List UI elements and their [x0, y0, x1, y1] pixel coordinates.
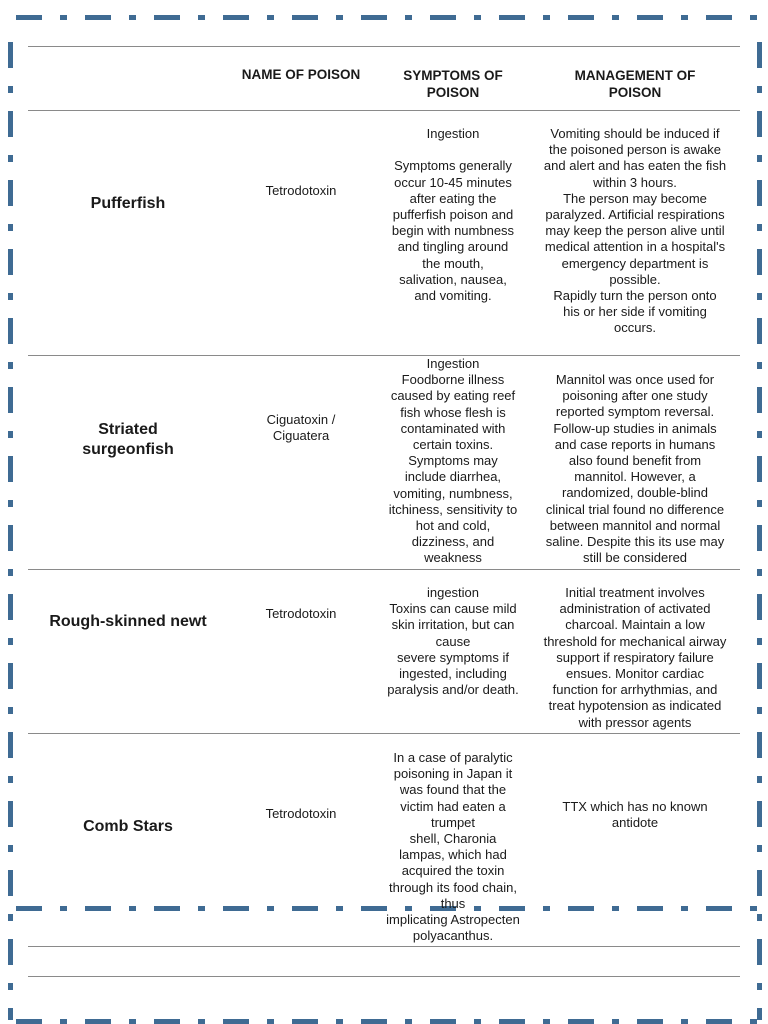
- border-dash-segment: [543, 15, 550, 20]
- border-dash-segment: [8, 845, 13, 852]
- border-dash-segment: [292, 1019, 318, 1024]
- border-dash-segment: [267, 15, 274, 20]
- border-dash-segment: [706, 906, 732, 911]
- border-dash-segment: [681, 15, 688, 20]
- poison-name: Tetrodotoxin: [265, 805, 337, 821]
- border-dash-segment: [757, 569, 762, 576]
- border-dash-segment: [757, 180, 762, 206]
- border-dash-segment: [8, 86, 13, 93]
- border-dash-segment: [336, 15, 343, 20]
- border-dash-segment: [637, 15, 663, 20]
- border-dash-segment: [681, 906, 688, 911]
- border-dash-segment: [706, 1019, 732, 1024]
- border-dash-segment: [8, 776, 13, 783]
- organism-name: Striated surgeonfish: [82, 421, 174, 458]
- border-dash-segment: [361, 15, 387, 20]
- border-dash-segment: [8, 1008, 13, 1020]
- poison-name: Tetrodotoxin: [265, 605, 337, 621]
- border-dash-segment: [60, 1019, 67, 1024]
- border-dash-segment: [60, 15, 67, 20]
- border-dash-segment: [637, 906, 663, 911]
- border-dash-segment: [750, 15, 757, 20]
- border-dash-segment: [129, 1019, 136, 1024]
- border-dash-segment: [750, 906, 757, 911]
- border-dash-segment: [8, 293, 13, 300]
- border-dash-segment: [757, 456, 762, 482]
- border-dash-segment: [129, 15, 136, 20]
- border-dash-segment: [8, 801, 13, 827]
- border-dash-segment: [8, 939, 13, 965]
- border-dash-segment: [8, 638, 13, 645]
- border-dash-segment: [706, 15, 732, 20]
- management-text: Mannitol was once used for poisoning after one study reported symptom reversal. Follow-up studies in animals and case reports in humans also found benefit from mannitol. However, a randomized, double-blind clinical trial found no difference between mannitol and normal saline. Despite this its use may still be considered: [545, 372, 725, 566]
- border-dash-segment: [474, 15, 481, 20]
- border-dash-segment: [8, 155, 13, 162]
- border-dash-segment: [757, 939, 762, 965]
- border-dash-segment: [8, 594, 13, 620]
- border-dash-segment: [85, 1019, 111, 1024]
- border-dash-segment: [757, 293, 762, 300]
- border-dash-segment: [757, 663, 762, 689]
- border-dash-segment: [198, 15, 205, 20]
- border-dash-segment: [757, 801, 762, 827]
- poison-name: Ciguatoxin / Ciguatera: [266, 411, 336, 443]
- border-dash-segment: [568, 15, 594, 20]
- organism-name: Rough-skinned newt: [49, 613, 207, 630]
- border-dash-segment: [757, 1008, 762, 1020]
- border-dash-segment: [543, 906, 550, 911]
- border-dash-segment: [750, 1019, 757, 1024]
- symptoms-text: Ingestion Foodborne illness caused by eating reef fish whose flesh is contaminated with certain toxins. Symptoms may include diarrhea, vomiting, numbness, itchiness, sensitivity to hot and cold, dizziness, and weakness: [388, 356, 518, 566]
- border-dash-segment: [568, 906, 594, 911]
- border-dash-segment: [757, 914, 762, 921]
- organism-name: Pufferfish: [90, 195, 166, 212]
- management-text: Vomiting should be induced if the poisoned person is awake and alert and has eaten the fish within 3 hours. The person may become paralyzed. Artificial respirations may keep the person alive until medical attention in a hospital's emergency department is possible. Rapidly turn the person onto his or her side if vomiting occurs.: [543, 126, 727, 336]
- border-dash-segment: [757, 362, 762, 369]
- border-dash-segment: [757, 638, 762, 645]
- border-dash-segment: [757, 431, 762, 438]
- border-dash-segment: [8, 362, 13, 369]
- border-dash-segment: [681, 1019, 688, 1024]
- border-dash-segment: [223, 15, 249, 20]
- border-dash-segment: [637, 1019, 663, 1024]
- border-dash-segment: [8, 569, 13, 576]
- border-dash-segment: [8, 431, 13, 438]
- border-dash-segment: [8, 870, 13, 896]
- border-dash-segment: [8, 525, 13, 551]
- border-dash-segment: [8, 249, 13, 275]
- border-dash-segment: [757, 155, 762, 162]
- header-name-of-poison: NAME OF POISON: [241, 66, 361, 82]
- border-dash-segment: [267, 906, 274, 911]
- border-dash-segment: [757, 732, 762, 758]
- border-dash-segment: [8, 42, 13, 68]
- border-dash-segment: [405, 15, 412, 20]
- border-dash-segment: [757, 525, 762, 551]
- border-dash-segment: [757, 42, 762, 68]
- border-dash-segment: [757, 500, 762, 507]
- border-dash-segment: [8, 318, 13, 344]
- border-dash-segment: [8, 387, 13, 413]
- table-rule-row: [28, 946, 740, 947]
- border-dash-segment: [543, 1019, 550, 1024]
- border-dash-segment: [405, 1019, 412, 1024]
- table-rule-top: [28, 46, 740, 47]
- border-dash-segment: [8, 914, 13, 921]
- border-dash-segment: [757, 318, 762, 344]
- border-dash-segment: [8, 983, 13, 990]
- header-symptoms: SYMPTOMS OF POISON: [403, 68, 503, 100]
- border-dash-segment: [8, 111, 13, 137]
- border-dash-segment: [198, 1019, 205, 1024]
- border-dash-segment: [757, 111, 762, 137]
- management-text: TTX which has no known antidote: [562, 798, 708, 830]
- border-dash-segment: [336, 906, 343, 911]
- border-dash-segment: [757, 776, 762, 783]
- border-dash-segment: [757, 224, 762, 231]
- border-dash-segment: [612, 906, 619, 911]
- organism-name: Comb Stars: [83, 818, 173, 835]
- border-dash-segment: [85, 15, 111, 20]
- header-management: MANAGEMENT OF POISON: [574, 68, 696, 100]
- border-dash-segment: [8, 707, 13, 714]
- border-dash-segment: [16, 1019, 42, 1024]
- border-dash-segment: [568, 1019, 594, 1024]
- border-dash-segment: [154, 1019, 180, 1024]
- border-dash-segment: [8, 456, 13, 482]
- border-dash-segment: [757, 387, 762, 413]
- border-dash-segment: [8, 224, 13, 231]
- border-dash-segment: [8, 663, 13, 689]
- border-dash-segment: [361, 1019, 387, 1024]
- border-dash-segment: [757, 983, 762, 990]
- border-dash-segment: [612, 15, 619, 20]
- border-dash-segment: [499, 15, 525, 20]
- border-dash-segment: [223, 1019, 249, 1024]
- poison-name: Tetrodotoxin: [265, 182, 337, 198]
- border-dash-segment: [612, 1019, 619, 1024]
- border-dash-segment: [292, 15, 318, 20]
- border-dash-segment: [757, 707, 762, 714]
- border-dash-segment: [292, 906, 318, 911]
- border-dash-segment: [267, 1019, 274, 1024]
- border-dash-segment: [16, 15, 42, 20]
- border-dash-segment: [430, 1019, 456, 1024]
- border-dash-segment: [154, 15, 180, 20]
- management-text: Initial treatment involves administration of activated charcoal. Maintain a low threshold for mechanical airway support if respiratory failure ensues. Monitor cardiac function for arrhythmias, and treat hypotension as indicated with pressor agents: [543, 585, 727, 730]
- border-dash-segment: [8, 180, 13, 206]
- border-dash-segment: [757, 845, 762, 852]
- table-rule-row: [28, 976, 740, 977]
- border-dash-segment: [8, 500, 13, 507]
- border-dash-segment: [499, 1019, 525, 1024]
- symptoms-text: ingestion Toxins can cause mild skin irritation, but can cause severe symptoms if ingested, including paralysis and/or death.: [387, 585, 519, 698]
- border-dash-segment: [474, 1019, 481, 1024]
- border-dash-segment: [757, 86, 762, 93]
- border-dash-segment: [757, 594, 762, 620]
- symptoms-text: In a case of paralytic poisoning in Japan it was found that the victim had eaten a trumpet shell, Charonia lampas, which had acquired the toxin through its food chain, thus implicating Astropecten polyacanthus.: [386, 750, 520, 944]
- border-dash-segment: [757, 870, 762, 896]
- border-dash-segment: [430, 15, 456, 20]
- border-dash-segment: [8, 732, 13, 758]
- symptoms-text: Ingestion Symptoms generally occur 10-45 minutes after eating the pufferfish poison and begin with numbness and tingling around the mouth, salivation, nausea, and vomiting.: [391, 126, 515, 304]
- border-dash-segment: [757, 249, 762, 275]
- border-dash-segment: [336, 1019, 343, 1024]
